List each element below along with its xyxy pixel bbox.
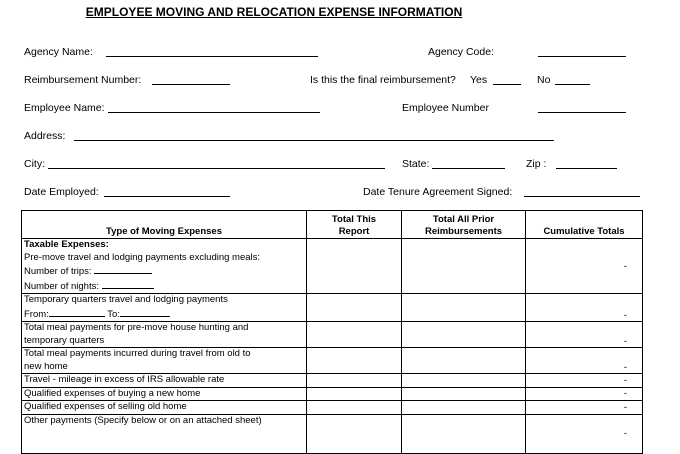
col-header-this-report-line2: Report <box>338 226 370 237</box>
from-label: From: <box>24 308 49 320</box>
final-reimbursement-label: Is this the final reimbursement? <box>310 74 456 86</box>
this-report-cell[interactable] <box>307 387 402 401</box>
state-label: State: <box>402 158 430 170</box>
prior-cell[interactable] <box>402 322 526 348</box>
address-field[interactable] <box>74 140 554 141</box>
reimbursement-number-field[interactable] <box>152 84 230 85</box>
row-type-cell <box>22 239 307 294</box>
col-header-type: Type of Moving Expenses <box>22 211 307 239</box>
row-type-cell: Qualified expenses of selling old home <box>22 401 307 415</box>
row-type-cell <box>22 348 307 374</box>
this-report-cell[interactable] <box>307 401 402 415</box>
table-row <box>22 239 643 294</box>
city-label: City: <box>24 158 45 170</box>
nights-field[interactable] <box>102 279 154 289</box>
employee-name-field[interactable] <box>108 112 320 113</box>
agency-name-label: Agency Name: <box>24 46 93 58</box>
table-row <box>22 374 643 388</box>
cumulative-cell: - <box>526 414 643 453</box>
cumulative-cell: - <box>526 401 643 415</box>
col-header-cumulative: Cumulative Totals <box>526 211 643 239</box>
nights-label: Number of nights: <box>24 280 99 292</box>
table-row <box>22 322 643 348</box>
trips-field[interactable] <box>94 264 152 274</box>
row-type-cell <box>22 322 307 348</box>
cumulative-cell: - <box>526 387 643 401</box>
agency-name-field[interactable] <box>106 56 318 57</box>
this-report-cell[interactable] <box>307 294 402 322</box>
col-header-this-report <box>307 211 402 239</box>
row-line: temporary quarters <box>24 334 105 346</box>
this-report-cell[interactable] <box>307 374 402 388</box>
cumulative-cell: - <box>526 374 643 388</box>
row-line: Total meal payments incurred during travel from old to <box>24 348 251 359</box>
date-tenure-label: Date Tenure Agreement Signed: <box>363 186 513 198</box>
row-line: Pre-move travel and lodging payments excluding meals: <box>24 251 261 263</box>
section-title: Taxable Expenses: <box>24 239 109 250</box>
col-header-prior-line1: Total All Prior <box>432 214 495 225</box>
yes-label: Yes <box>470 74 488 86</box>
employee-number-label: Employee Number <box>402 102 489 114</box>
to-field[interactable] <box>120 307 170 317</box>
row-type-cell: Travel - mileage in excess of IRS allowable rate <box>22 374 307 388</box>
no-label: No <box>537 74 551 86</box>
row-line: Temporary quarters travel and lodging payments <box>24 294 228 305</box>
zip-label: Zip : <box>526 158 547 170</box>
row-line <box>24 307 304 322</box>
agency-code-field[interactable] <box>538 56 626 57</box>
cumulative-cell: - <box>526 348 643 374</box>
table-row <box>22 414 643 453</box>
moving-expenses-table <box>21 210 643 454</box>
row-line: new home <box>24 360 68 372</box>
prior-cell[interactable] <box>402 239 526 294</box>
row-type-cell <box>22 294 307 322</box>
table-row <box>22 294 643 322</box>
yes-field[interactable] <box>493 84 521 85</box>
no-field[interactable] <box>555 84 590 85</box>
this-report-cell[interactable] <box>307 348 402 374</box>
row-line <box>24 279 304 294</box>
form-title: EMPLOYEE MOVING AND RELOCATION EXPENSE INFORMATION <box>85 5 463 19</box>
col-header-prior-line2: Reimbursements <box>424 226 503 237</box>
row-line <box>24 264 304 279</box>
reimbursement-number-label: Reimbursement Number: <box>24 74 142 86</box>
table-header-row <box>22 211 643 239</box>
prior-cell[interactable] <box>402 387 526 401</box>
city-field[interactable] <box>48 168 385 169</box>
table-row <box>22 348 643 374</box>
prior-cell[interactable] <box>402 401 526 415</box>
this-report-cell[interactable] <box>307 322 402 348</box>
state-field[interactable] <box>432 168 505 169</box>
this-report-cell[interactable] <box>307 239 402 294</box>
date-employed-field[interactable] <box>104 196 230 197</box>
cumulative-cell: - <box>526 239 643 294</box>
prior-cell[interactable] <box>402 414 526 453</box>
row-line: Total meal payments for pre-move house hunting and <box>24 322 249 333</box>
row-type-cell: Qualified expenses of buying a new home <box>22 387 307 401</box>
col-header-this-report-line1: Total This <box>331 214 377 225</box>
date-employed-label: Date Employed: <box>24 186 99 198</box>
agency-code-label: Agency Code: <box>428 46 494 58</box>
employee-name-label: Employee Name: <box>24 102 105 114</box>
zip-field[interactable] <box>556 168 617 169</box>
this-report-cell[interactable] <box>307 414 402 453</box>
table-row <box>22 401 643 415</box>
table-row <box>22 387 643 401</box>
to-label: To: <box>107 308 120 320</box>
from-field[interactable] <box>49 307 105 317</box>
cumulative-cell: - <box>526 322 643 348</box>
date-tenure-field[interactable] <box>524 196 640 197</box>
prior-cell[interactable] <box>402 348 526 374</box>
row-type-cell: Other payments (Specify below or on an attached sheet) <box>22 414 307 453</box>
trips-label: Number of trips: <box>24 266 92 277</box>
prior-cell[interactable] <box>402 294 526 322</box>
prior-cell[interactable] <box>402 374 526 388</box>
col-header-prior <box>402 211 526 239</box>
address-label: Address: <box>24 130 66 142</box>
employee-number-field[interactable] <box>538 112 626 113</box>
cumulative-cell: - <box>526 294 643 322</box>
